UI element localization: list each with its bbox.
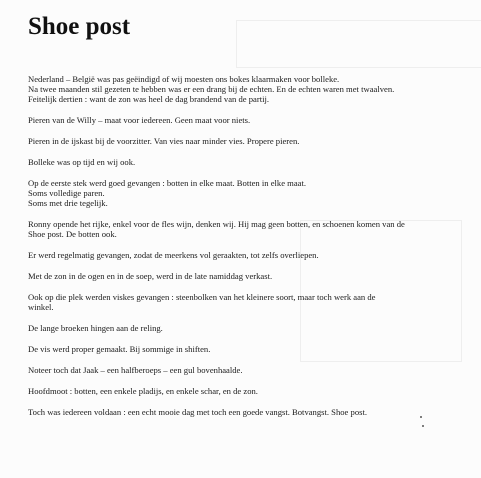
paragraph (28, 407, 456, 417)
paragraph (28, 386, 456, 396)
paragraph-line: Pieren van de Willy – maat voor iedereen. Geen maat voor niets. (28, 115, 251, 125)
paragraph-line: Met de zon in de ogen en in de soep, werd in de late namiddag verkast. (28, 271, 273, 281)
paragraph-line: Bolleke was op tijd en wij ook. (28, 157, 136, 167)
show-through-box (236, 20, 481, 68)
paragraph-line: Feitelijk dertien : want de zon was heel de dag brandend van de partij. (28, 94, 270, 104)
paragraph-line: Soms volledige paren. (28, 188, 105, 198)
paragraph (28, 292, 456, 312)
paragraph (28, 365, 456, 375)
paragraph-line: Noteer toch dat Jaak – een halfberoeps – een gul bovenhaalde. (28, 365, 243, 375)
ink-speck (420, 416, 422, 418)
paragraph-line: Er werd regelmatig gevangen, zodat de meerkens vol geraakten, tot zelfs overliepen. (28, 250, 319, 260)
paragraph (28, 136, 456, 146)
paragraph (28, 157, 456, 167)
paragraph-line: De vis werd proper gemaakt. Bij sommige in shiften. (28, 344, 211, 354)
paragraph-line: Shoe post. De botten ook. (28, 229, 117, 239)
paragraph-line: Pieren in de ijskast bij de voorzitter. Van vies naar minder vies. Propere pieren. (28, 136, 300, 146)
paragraph (28, 219, 456, 239)
page-title: Shoe post (28, 13, 131, 40)
paragraph (28, 178, 456, 208)
paragraph (28, 74, 456, 104)
paragraph (28, 344, 456, 354)
paragraph-line: Na twee maanden stil gezeten te hebben was er een drang bij de echten. En de echten waren met twaalven. (28, 84, 395, 94)
paragraph-line: Hoofdmoot : botten, een enkele pladijs, en enkele schar, en de zon. (28, 386, 258, 396)
paragraph-line: Toch was iedereen voldaan : een echt mooie dag met toch een goede vangst. Botvangst. Shoe post. (28, 407, 367, 417)
paragraph (28, 323, 456, 333)
paragraph-line: De lange broeken hingen aan de reling. (28, 323, 163, 333)
paragraph-line: Ronny opende het rijke, enkel voor de fles wijn, denken wij. Hij mag geen botten, en schoenen komen van de (28, 219, 405, 229)
paragraph-line: winkel. (28, 302, 54, 312)
paragraph-line: Ook op die plek werden viskes gevangen : steenbolken van het kleinere soort, maar toch werk aan de (28, 292, 376, 302)
paragraph (28, 115, 456, 125)
paragraph-line: Nederland – België was pas geëindigd of wij moesten ons bokes klaarmaken voor bolleke. (28, 74, 340, 84)
paragraph-line: Op de eerste stek werd goed gevangen : botten in elke maat. Botten in elke maat. (28, 178, 307, 188)
ink-speck (422, 425, 424, 427)
paragraph-line: Soms met drie tegelijk. (28, 198, 108, 208)
article-body (28, 74, 456, 428)
paragraph (28, 250, 456, 260)
paragraph (28, 271, 456, 281)
